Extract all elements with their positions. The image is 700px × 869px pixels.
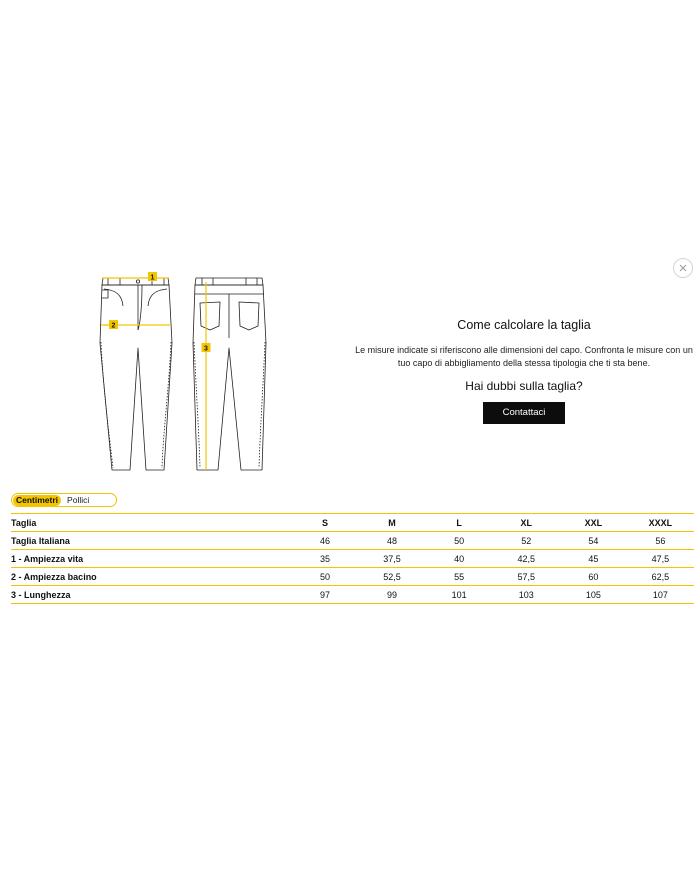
header-size: L [426,514,493,532]
table-cell: 42,5 [493,550,560,568]
table-cell: 57,5 [493,568,560,586]
table-cell: 52 [493,532,560,550]
row-label: Taglia Italiana [11,532,291,550]
svg-text:1: 1 [150,274,155,282]
svg-text:2: 2 [111,322,116,330]
header-size: XXL [560,514,627,532]
pants-measurement-illustration [96,268,276,478]
table-row [11,550,694,568]
table-cell: 105 [560,586,627,604]
close-icon [679,264,687,272]
table-cell: 107 [627,586,694,604]
table-cell: 48 [359,532,426,550]
unit-toggle[interactable] [11,493,117,507]
table-cell: 56 [627,532,694,550]
close-button[interactable] [673,258,693,278]
table-cell: 103 [493,586,560,604]
row-label: 2 - Ampiezza bacino [11,568,291,586]
size-table [11,513,694,604]
header-size: M [359,514,426,532]
table-cell: 46 [291,532,358,550]
table-header-row [11,514,694,532]
table-row [11,532,694,550]
table-cell: 52,5 [359,568,426,586]
table-row [11,568,694,586]
table-cell: 47,5 [627,550,694,568]
marker-1 [148,272,157,282]
table-cell: 99 [359,586,426,604]
row-label: 3 - Lunghezza [11,586,291,604]
table-cell: 50 [426,532,493,550]
help-question: Hai dubbi sulla taglia? [465,379,583,393]
pants-back-view [193,278,266,470]
contact-button[interactable]: Contattaci [483,402,565,424]
size-guide-info [354,318,694,424]
svg-text:3: 3 [204,345,208,353]
table-row [11,586,694,604]
table-cell: 97 [291,586,358,604]
row-label: 1 - Ampiezza vita [11,550,291,568]
marker-2 [109,320,118,330]
table-cell: 55 [426,568,493,586]
modal-title: Come calcolare la taglia [457,318,591,332]
header-size: S [291,514,358,532]
table-cell: 60 [560,568,627,586]
table-cell: 50 [291,568,358,586]
table-cell: 62,5 [627,568,694,586]
pants-front-view [100,278,172,470]
table-cell: 54 [560,532,627,550]
table-cell: 37,5 [359,550,426,568]
modal-description: Le misure indicate si riferiscono alle dimensioni del capo. Confronta le misure con un tuo capo di abbigliamento della stessa tipologia che ti sta bene. [355,345,693,368]
header-label: Taglia [11,514,291,532]
header-size: XXXL [627,514,694,532]
marker-3 [202,343,211,353]
unit-inches-option[interactable]: Pollici [67,494,90,505]
table-cell: 101 [426,586,493,604]
table-cell: 40 [426,550,493,568]
unit-centimeters-option[interactable]: Centimetri [13,495,61,506]
header-size: XL [493,514,560,532]
table-cell: 35 [291,550,358,568]
table-cell: 45 [560,550,627,568]
